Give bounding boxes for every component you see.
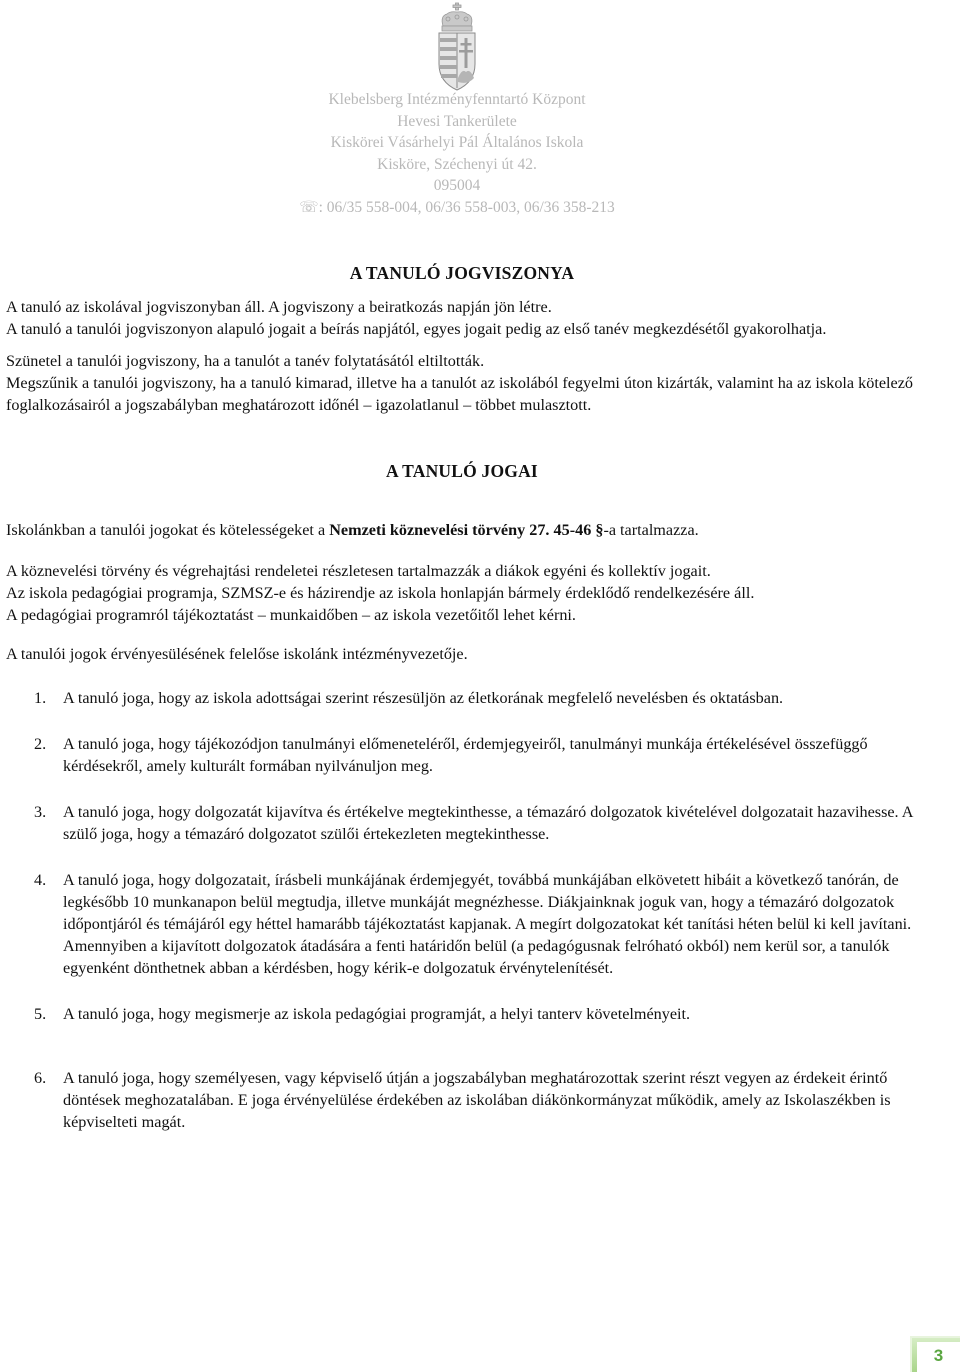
list-number: 4. (34, 871, 47, 889)
phone-numbers: : 06/35 558-004, 06/36 558-003, 06/36 358-213 (318, 198, 615, 216)
list-text: A tanuló joga, hogy az iskola adottságai szerint részesüljön az életkorának megfelelő nevelésben és oktatásban. (63, 689, 784, 707)
paragraph: Szünetel a tanulói jogviszony, ha a tanulót a tanév folytatásától eltiltották. (6, 352, 485, 370)
list-text: A tanuló joga, hogy dolgozatait, írásbeli munkájának érdemjegyét, továbbá munkájában elkövetett hibáit a következő tanórán, de legkésőbb 10 munkanapon belül megtudja, illetve munkáját megnézhesse. Diákjainknak joguk van, hogy a témazáró dolgozatok időpontjáról és témájáról egy héttel hamarább tájékoztatást kapjanak. A megírt dolgozatokat két tanítási héten belül ki kell javítani. Amennyiben a kijavított dolgozatok átadására a fenti határidőn belül (a pedagógusnak felróható okból) nem kerül sor, a tanulók egyenként dönthetnek abban a kérdésben, hogy kérik-e dolgozatuk érvénytelenítését. (63, 871, 912, 977)
paragraph: A tanuló a tanulói jogviszonyon alapuló jogait a beírás napjától, egyes jogait pedig az első tanév megkezdésétől gyakorolhatja. (6, 320, 827, 338)
list-text: A tanuló joga, hogy megismerje az iskola pedagógiai programját, a helyi tanterv követelményeit. (63, 1005, 691, 1023)
district-name: Hevesi Tankerülete (397, 112, 517, 130)
paragraph: A pedagógiai programról tájékoztatást – munkaidőben – az iskola vezetőitől lehet kérni. (6, 606, 576, 624)
paragraph (6, 519, 918, 541)
law-reference: Nemzeti köznevelési törvény 27. 45-46 § (329, 521, 604, 539)
school-id: 095004 (433, 177, 481, 194)
phone-icon: ☏ (299, 198, 319, 216)
section-title-jogai: A TANULÓ JOGAI (386, 461, 538, 481)
list-number: 5. (34, 1005, 47, 1023)
paragraph: Az iskola pedagógiai programja, SZMSZ-e és házirendje az iskola honlapján bármely érdeklődő rendelkezésére áll. (6, 584, 755, 602)
intro-text: Iskolánkban a tanulói jogokat és kötelességeket a (6, 521, 330, 539)
list-item (6, 1067, 918, 1133)
school-name: Kiskörei Vásárhelyi Pál Általános Iskola (330, 134, 584, 151)
list-text: A tanuló joga, hogy személyesen, vagy képviselő útján a jogszabályban meghatározottak szerint részt vegyen az érdekeit érintő döntések meghozatalában. E joga érvényelülése érdekében az iskolában diákönkormányzat működik, amely az Iskolaszékben is képviselteti magát. (63, 1069, 891, 1131)
coat-of-arms-icon (432, 2, 482, 92)
list-number: 1. (34, 689, 47, 707)
address: Kisköre, Széchenyi út 42. (377, 155, 537, 173)
list-item (6, 1003, 918, 1025)
phone-line (0, 197, 914, 219)
list-number: 3. (34, 803, 47, 821)
list-item (6, 869, 918, 979)
institution-name: Klebelsberg Intézményfenntartó Központ (328, 91, 586, 108)
list-number: 6. (34, 1069, 47, 1087)
section-title-jogviszony: A TANULÓ JOGVISZONYA (349, 263, 575, 283)
paragraph: Megszűnik a tanulói jogviszony, ha a tanuló kimarad, illetve ha a tanulót az iskolából fegyelmi úton kizárták, valamint ha az iskola kötelező foglalkozásairól a jogszabályban meghatározott időnél – igazolatlanul – többet mulasztott. (6, 374, 913, 414)
list-number: 2. (34, 735, 47, 753)
intro-text-end: -a tartalmazza. (603, 521, 699, 539)
list-text: A tanuló joga, hogy dolgozatát kijavítva és értékelve megtekinthesse, a témazáró dolgozatok kivételével dolgozatait hazavihesse. A szülő joga, hogy a témazáró dolgozatot szülői értekezleten megtekinthesse. (63, 803, 913, 843)
letterhead (0, 89, 914, 218)
list-item (6, 733, 918, 777)
page-number: 3 (917, 1342, 960, 1372)
rights-list (6, 687, 918, 1133)
page-number-badge (910, 1336, 960, 1372)
list-text: A tanuló joga, hogy tájékozódjon tanulmányi előmeneteléről, érdemjegyeiről, tanulmányi munkája értékelésével összefüggő kérdésekről, amely kulturált formában nyilvánuljon meg. (63, 735, 868, 775)
paragraph: A köznevelési törvény és végrehajtási rendeletei részletesen tartalmazzák a diákok egyéni és kollektív jogait. (6, 562, 711, 580)
list-item (6, 687, 918, 709)
paragraph: A tanulói jogok érvényesülésének felelőse iskolánk intézményvezetője. (6, 645, 468, 663)
paragraph: A tanuló az iskolával jogviszonyban áll. A jogviszony a beiratkozás napján jön létre. (6, 298, 552, 316)
document-body (6, 262, 918, 1133)
list-item (6, 801, 918, 845)
